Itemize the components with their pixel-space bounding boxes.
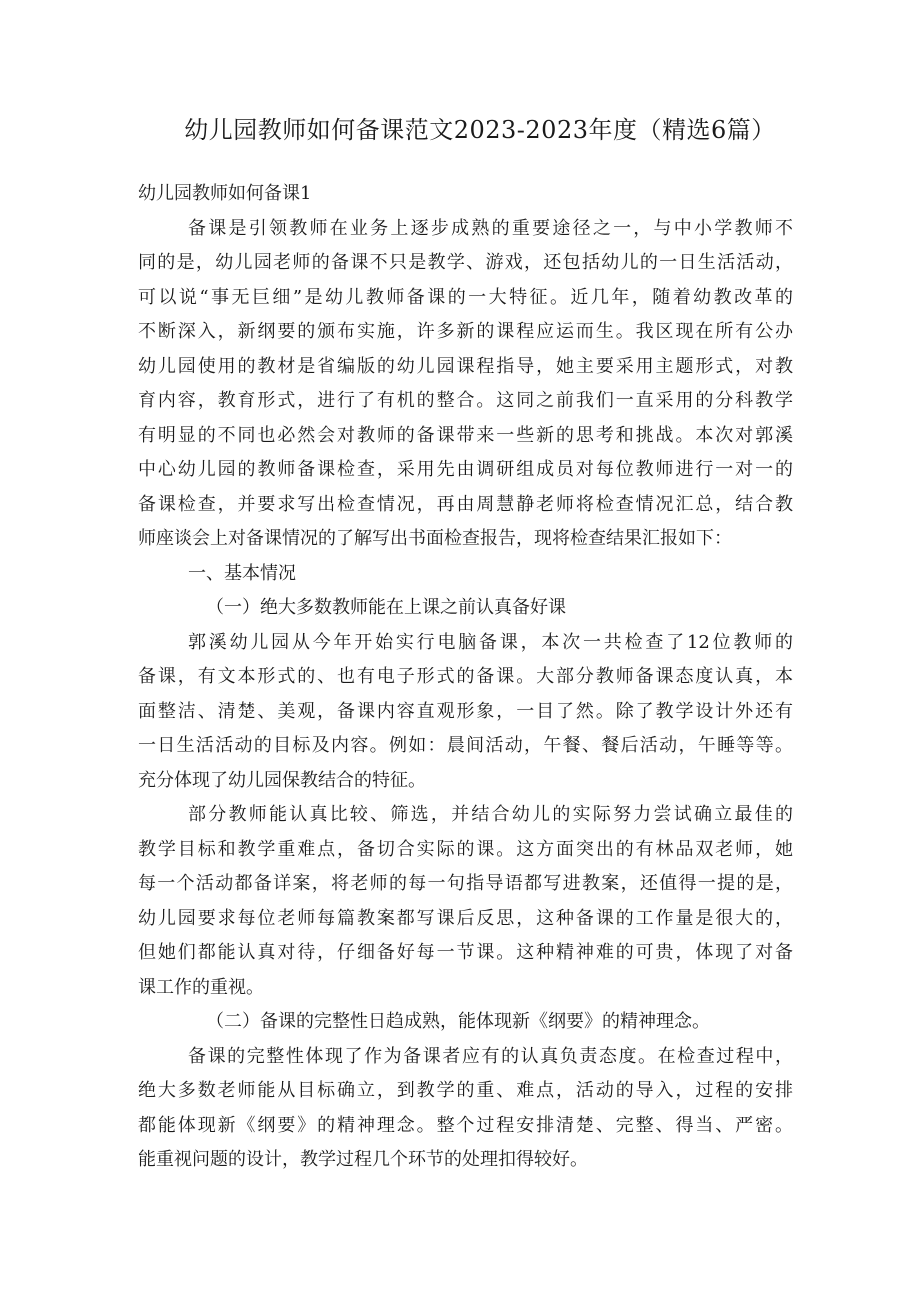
paragraph-line: 部分教师能认真比较、筛选，并结合幼儿的实际努力尝试确立最佳的 <box>188 804 793 825</box>
paragraph-line: 课工作的重视。 <box>138 976 264 998</box>
paragraph-line: 郭溪幼儿园从今年开始实行电脑备课，本次一共检查了12位教师的 <box>188 631 793 653</box>
paragraph-line: 面整洁、清楚、美观，备课内容直观形象，一目了然。除了教学设计外还有 <box>138 700 793 722</box>
subheading-1: （一）绝大多数教师能在上课之前认真备好课 <box>206 597 566 618</box>
paragraph-line: 每一个活动都备详案，将老师的每一句指导语都写进教案，还值得一提的是， <box>138 873 793 894</box>
paragraph-line: 但她们都能认真对待，仔细备好每一节课。这种精神难的可贵，体现了对备 <box>138 942 793 963</box>
paragraph-line: 不断深入，新纲要的颁布实施，许多新的课程应运而生。我区现在所有公办 <box>138 321 793 342</box>
paragraph-line: 育内容，教育形式，进行了有机的整合。这同之前我们一直采用的分科教学 <box>138 390 793 411</box>
paragraph-line: 中心幼儿园的教师备课检查，采用先由调研组成员对每位教师进行一对一的 <box>138 459 793 480</box>
paragraph-line: 充分体现了幼儿园保教结合的特征。 <box>138 769 426 791</box>
heading-basic-situation: 一、基本情况 <box>188 562 296 584</box>
section-heading: 幼儿园教师如何备课1 <box>138 183 312 204</box>
paragraph-line: 能重视问题的设计，教学过程几个环节的处理扣得较好。 <box>138 1149 588 1170</box>
paragraph-line: 都能体现新《纲要》的精神理念。整个过程安排清楚、完整、得当、严密。 <box>138 1114 793 1136</box>
paragraph-line: 绝大多数老师能从目标确立，到教学的重、难点，活动的导入，过程的安排 <box>138 1080 793 1101</box>
paragraph-line: 教学目标和教学重难点，备切合实际的课。这方面突出的有林品双老师，她 <box>138 838 793 860</box>
paragraph-line: 同的是，幼儿园老师的备课不只是教学、游戏，还包括幼儿的一日生活活动， <box>138 252 793 273</box>
paragraph-line: 幼儿园要求每位老师每篇教案都写课后反思，这种备课的工作量是很大的， <box>138 907 793 929</box>
document-title: 幼儿园教师如何备课范文2023-2023年度（精选6篇） <box>184 116 776 144</box>
subheading-2: （二）备课的完整性日趋成熟，能体现新《纲要》的精神理念。 <box>206 1011 710 1032</box>
paragraph-line: 幼儿园使用的教材是省编版的幼儿园课程指导，她主要采用主题形式，对教 <box>138 355 793 377</box>
paragraph-line: 备课是引领教师在业务上逐步成熟的重要途径之一，与中小学教师不 <box>188 217 793 239</box>
paragraph-line: 一日生活活动的目标及内容。例如：晨间活动，午餐、餐后活动，午睡等等。 <box>138 735 793 756</box>
paragraph-line: 备课检查，并要求写出检查情况，再由周慧静老师将检查情况汇总，结合教 <box>138 493 793 515</box>
paragraph-line: 有明显的不同也必然会对教师的备课带来一些新的思考和挑战。本次对郭溪 <box>138 424 793 446</box>
paragraph-line: 师座谈会上对备课情况的了解写出书面检查报告，现将检查结果汇报如下： <box>138 528 732 549</box>
paragraph-line: 备课，有文本形式的、也有电子形式的备课。大部分教师备课态度认真，本 <box>138 666 793 687</box>
paragraph-line: 备课的完整性体现了作为备课者应有的认真负责态度。在检查过程中， <box>188 1045 793 1067</box>
document-body <box>138 177 793 1178</box>
paragraph-line: 可以说“事无巨细”是幼儿教师备课的一大特征。近几年，随着幼教改革的 <box>138 286 793 308</box>
